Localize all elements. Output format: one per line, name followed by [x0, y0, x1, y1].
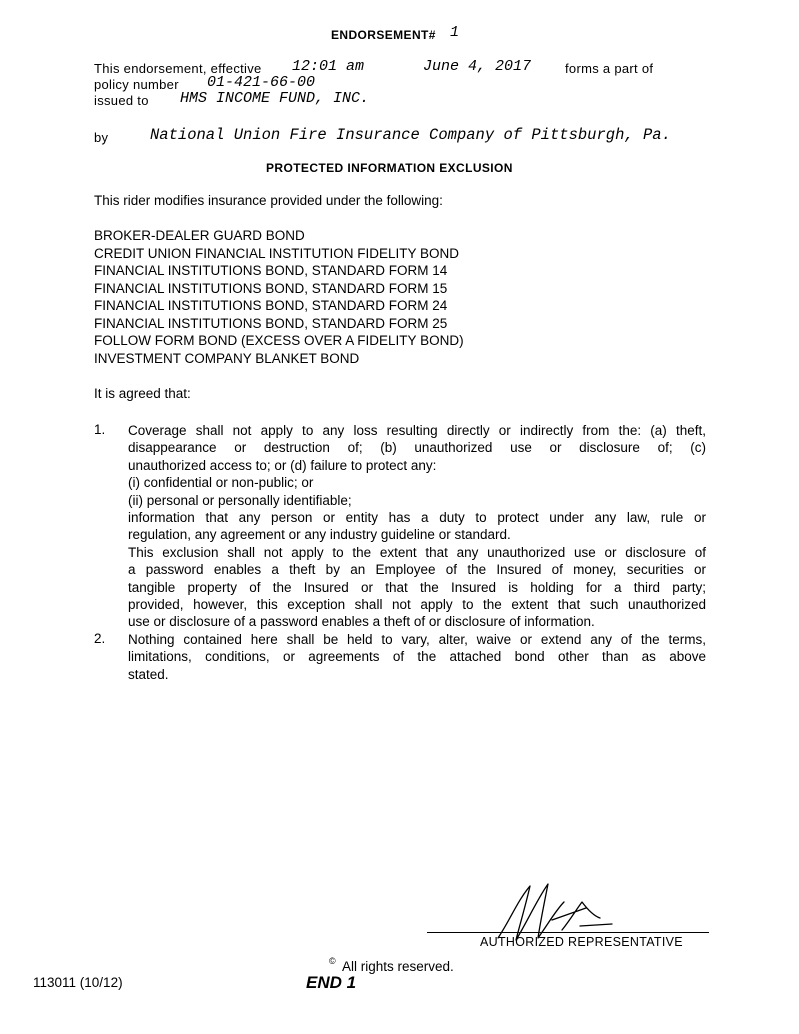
bond-form-item: FINANCIAL INSTITUTIONS BOND, STANDARD FORM 24	[94, 298, 448, 313]
clause-number: 2.	[94, 631, 106, 646]
clause-line: information that any person or entity has a duty to protect under any law, rule or	[128, 510, 706, 526]
copyright-symbol: ©	[329, 956, 336, 966]
clause-line: a password enables a theft by an Employee of the Insured of money, securities or	[128, 562, 706, 578]
insured-name: HMS INCOME FUND, INC.	[180, 90, 370, 107]
policy-number: 01-421-66-00	[207, 74, 316, 91]
clause-line: use or disclosure of a password enables a theft of or disclosure of information.	[128, 614, 595, 630]
bond-form-item: FINANCIAL INSTITUTIONS BOND, STANDARD FORM 25	[94, 316, 448, 331]
clause-1-text	[128, 422, 706, 631]
clause-line: tangible property of the Insured or that the Insured is holding for a third party;	[128, 579, 706, 595]
issued-label: issued to	[94, 93, 149, 108]
by-label: by	[94, 130, 109, 145]
rights-text: All rights reserved.	[342, 959, 454, 974]
intro-text: This rider modifies insurance provided under the following:	[94, 193, 443, 208]
signature-line	[427, 932, 709, 933]
bond-form-item: FOLLOW FORM BOND (EXCESS OVER A FIDELITY BOND)	[94, 333, 464, 348]
exclusion-title: PROTECTED INFORMATION EXCLUSION	[266, 161, 513, 175]
agreed-text: It is agreed that:	[94, 386, 191, 401]
bond-form-item: BROKER-DEALER GUARD BOND	[94, 228, 305, 243]
bond-form-item: INVESTMENT COMPANY BLANKET BOND	[94, 351, 360, 366]
endorsement-number: 1	[450, 24, 460, 41]
form-number: 113011 (10/12)	[33, 975, 123, 990]
clause-line: Nothing contained here shall be held to vary, alter, waive or extend any of the terms,	[128, 632, 706, 647]
effective-date: June 4, 2017	[423, 58, 532, 75]
clause-line: provided, however, this exception shall not apply to the extent that such unauthorized	[128, 597, 706, 613]
clause-line: disappearance or destruction of; (b) unauthorized use or disclosure of; (c)	[128, 440, 706, 456]
clause-line: Coverage shall not apply to any loss resulting directly or indirectly from the: (a) theft,	[128, 423, 706, 438]
clause-number: 1.	[94, 422, 106, 437]
clause-line: regulation, any agreement or any industry guideline or standard.	[128, 527, 511, 543]
insurer-name: National Union Fire Insurance Company of Pittsburgh, Pa.	[150, 126, 671, 144]
end-label: END 1	[306, 973, 357, 992]
bond-form-item: CREDIT UNION FINANCIAL INSTITUTION FIDELITY BOND	[94, 246, 460, 261]
clause-line: limitations, conditions, or agreements of the attached bond other than as above	[128, 649, 706, 665]
bond-form-item: FINANCIAL INSTITUTIONS BOND, STANDARD FORM 15	[94, 281, 448, 296]
effective-time: 12:01 am	[292, 58, 365, 75]
forms-part-label: forms a part of	[565, 61, 654, 76]
clause-line: (i) confidential or non-public; or	[128, 475, 314, 491]
clause-2-text	[128, 631, 706, 683]
clause-line: stated.	[128, 666, 169, 682]
clause-line: unauthorized access to; or (d) failure to protect any:	[128, 457, 437, 473]
effective-label: This endorsement, effective	[94, 61, 262, 76]
endorsement-label: ENDORSEMENT#	[331, 28, 436, 42]
policy-label: policy number	[94, 77, 179, 92]
signature-caption: AUTHORIZED REPRESENTATIVE	[480, 935, 683, 949]
bond-form-item: FINANCIAL INSTITUTIONS BOND, STANDARD FORM 14	[94, 263, 448, 278]
clause-line: This exclusion shall not apply to the extent that any unauthorized use or disclosure of	[128, 544, 706, 560]
clause-line: (ii) personal or personally identifiable;	[128, 492, 352, 508]
